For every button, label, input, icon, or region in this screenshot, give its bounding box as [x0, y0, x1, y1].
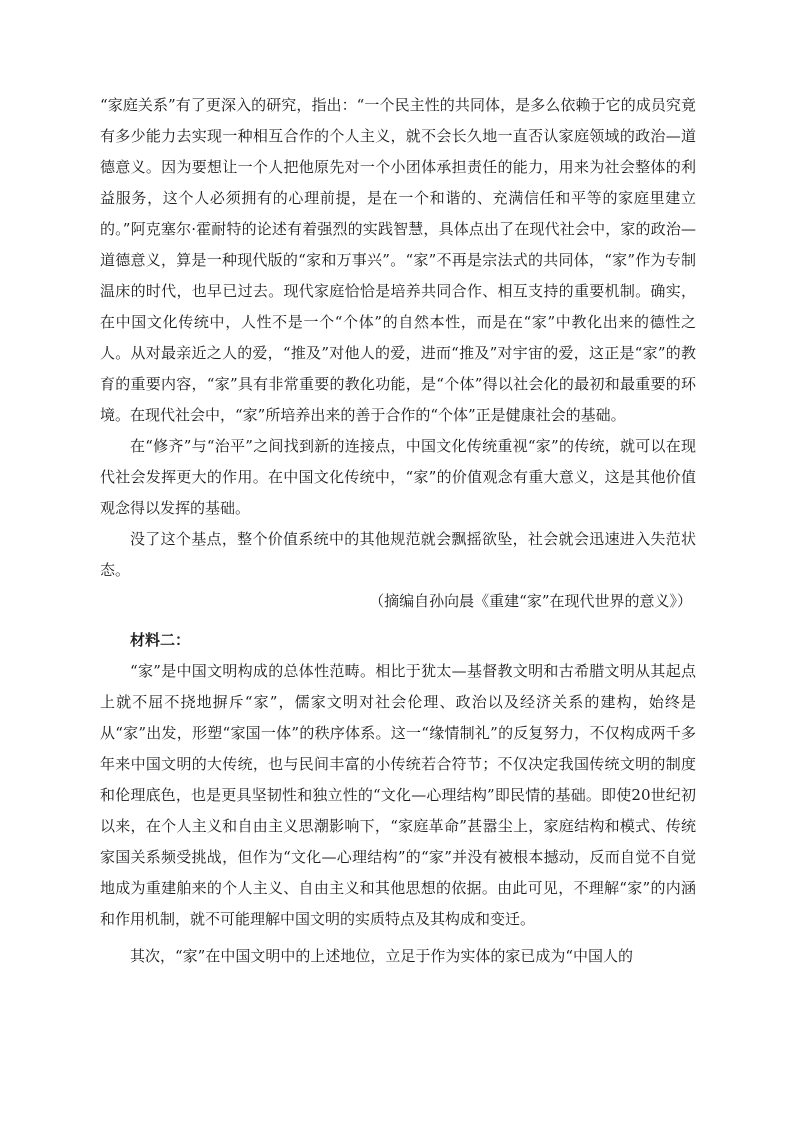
document-body	[100, 90, 696, 972]
paragraph-base-point: 没了这个基点，整个价值系统中的其他规范就会飘摇欲坠，社会就会迅速进入失范状态。	[100, 530, 696, 579]
source-citation: （摘编自孙向晨《重建“家”在现代世界的意义》）	[369, 592, 692, 610]
paragraph-family-relations: “家庭关系”有了更深入的研究，指出：“一个民主性的共同体，是多么依赖于它的成员究竟有多少能力去实现一种相互合作的个人主义，就不会长久地一直否认家庭领域的政治—道德意义。因为要想让一个人把他原先对一个小团体承担责任的能力，用来为社会整体的利益服务，这个人必须拥有的心理前提，是在一个和谐的、充满信任和平等的家庭里建立的。”阿克塞尔·霍耐特的论述有着强烈的实践智慧，具体点出了在现代社会中，家的政治—道德意义，算是一种现代版的“家和万事兴”。“家”不再是宗法式的共同体，“家”作为专制温床的时代，也早已过去。现代家庭恰恰是培养共同合作、相互支持的重要机制。确实，在中国文化传统中，人性不是一个“个体”的自然本性，而是在“家”中教化出来的德性之人。从对最亲近之人的爱，“推及”对他人的爱，进而“推及”对宇宙的爱，这正是“家”的教育的重要内容，“家”具有非常重要的教化功能，是“个体”得以社会化的最初和最重要的环境。在现代社会中，“家”所培养出来的善于合作的“个体”正是健康社会的基础。	[100, 96, 696, 424]
paragraph-secondly: 其次，“家”在中国文明中的上述地位，立足于作为实体的家已成为“中国人的	[130, 947, 634, 965]
material-two-heading: 材料二：	[130, 631, 191, 649]
paragraph-xiuqi-zhiping: 在“修齐”与“治平”之间找到新的连接点，中国文化传统重视“家”的传统，就可以在现代社会发挥更大的作用。在中国文化传统中，“家”的价值观念有重大意义，这是其他价值观念得以发挥的基础。	[100, 437, 696, 517]
paragraph-jia-category: “家”是中国文明构成的总体性范畴。相比于犹太—基督教文明和古希腊文明从其起点上就不屈不挠地摒斥“家”，儒家文明对社会伦理、政治以及经济关系的建构，始终是从“家”出发，形塑“家国一体”的秩序体系。这一“缘情制礼”的反复努力，不仅构成两千多年来中国文明的大传统，也与民间丰富的小传统若合符节；不仅决定我国传统文明的制度和伦理底色，也是更具坚韧性和独立性的“文化—心理结构”即民情的基础。即使20世纪初以来，在个人主义和自由主义思潮影响下，“家庭革命”甚嚣尘上，家庭结构和模式、传统家国关系频受挑战，但作为“文化—心理结构”的“家”并没有被根本撼动，反而自觉不自觉地成为重建舶来的个人主义、自由主义和其他思想的依据。由此可见，不理解“家”的内涵和作用机制，就不可能理解中国文明的实质特点及其构成和变迁。	[100, 662, 696, 928]
